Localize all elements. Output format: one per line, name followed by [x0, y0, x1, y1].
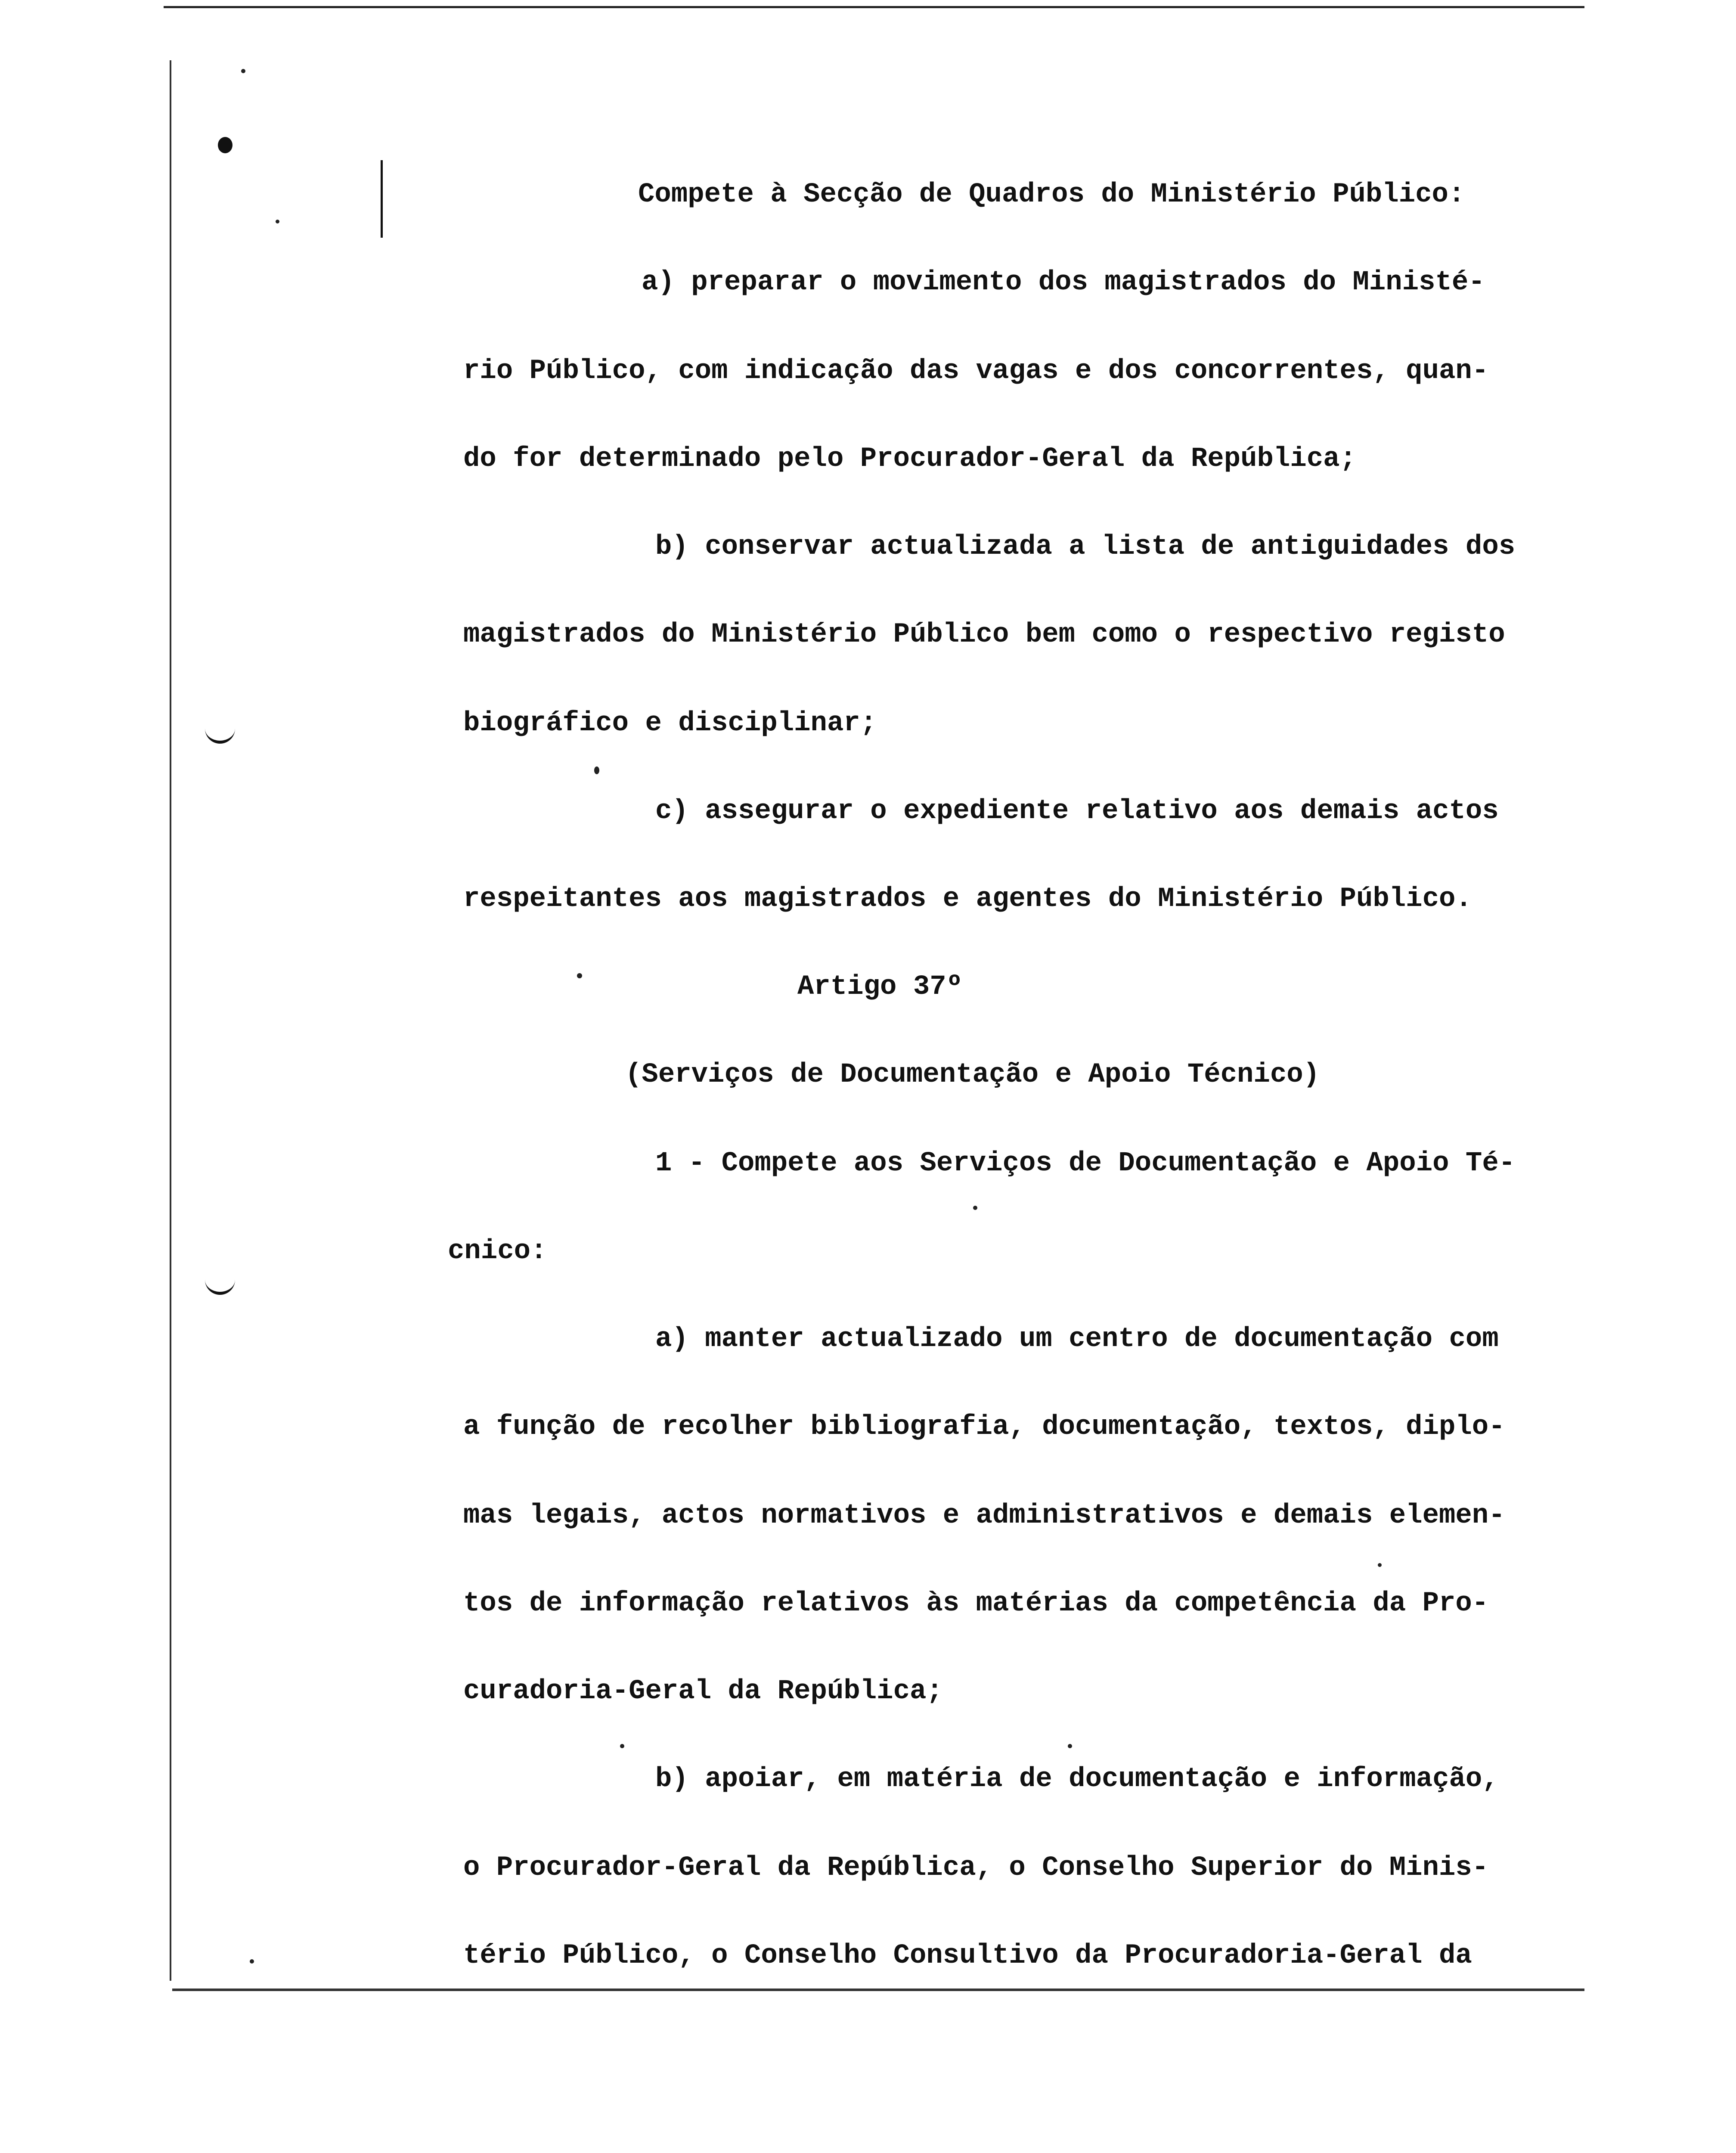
text-line: o Procurador-Geral da República, o Conselho Superior do Minis-	[463, 1852, 1489, 1883]
text-line: c) assegurar o expediente relativo aos demais actos	[655, 796, 1499, 827]
article-heading: Artigo 37º	[797, 971, 963, 1002]
text-line: Compete à Secção de Quadros do Ministério Público:	[638, 179, 1465, 210]
text-line: a) manter actualizado um centro de documentação com	[655, 1324, 1499, 1355]
text-line: rio Público, com indicação das vagas e dos concorrentes, quan-	[463, 356, 1489, 387]
scan-speck	[1378, 1563, 1382, 1567]
text-line: magistrados do Ministério Público bem como o respectivo registo	[463, 619, 1505, 650]
scan-speck	[620, 1744, 624, 1748]
scan-border-left	[170, 60, 171, 1981]
binding-curve-mark	[205, 723, 235, 744]
scan-speck	[276, 220, 279, 223]
scan-speck	[577, 973, 582, 978]
binding-curve-mark	[205, 1275, 235, 1295]
text-line: cnico:	[448, 1236, 547, 1267]
scan-speck	[250, 1959, 254, 1964]
text-line: a função de recolher bibliografia, documentação, textos, diplo-	[463, 1412, 1505, 1443]
text-line: tério Público, o Conselho Consultivo da Procuradoria-Geral da	[463, 1940, 1472, 1971]
margin-bar-mark	[381, 160, 383, 238]
article-title: (Serviços de Documentação e Apoio Técnico)	[625, 1059, 1320, 1090]
text-line: do for determinado pelo Procurador-Geral da República;	[463, 444, 1356, 475]
text-line: biográfico e disciplinar;	[463, 708, 877, 739]
text-line: tos de informação relativos às matérias da competência da Pro-	[463, 1588, 1489, 1619]
text-line: a) preparar o movimento dos magistrados do Ministé-	[642, 267, 1485, 298]
text-line: respeitantes aos magistrados e agentes do Ministério Público.	[463, 884, 1472, 915]
punch-hole-mark	[218, 137, 232, 153]
scan-speck	[1068, 1744, 1072, 1748]
scan-border-top	[164, 6, 1584, 8]
scan-speck	[241, 69, 245, 73]
scan-speck	[973, 1206, 977, 1210]
text-line: b) apoiar, em matéria de documentação e informação,	[655, 1764, 1499, 1795]
text-line: curadoria-Geral da República;	[463, 1676, 943, 1707]
text-line: 1 - Compete aos Serviços de Documentação e Apoio Té-	[655, 1148, 1516, 1179]
scan-speck	[594, 766, 599, 774]
scan-border-bottom	[172, 1989, 1584, 1991]
text-line: mas legais, actos normativos e administrativos e demais elemen-	[463, 1500, 1505, 1531]
text-line: b) conservar actualizada a lista de antiguidades dos	[655, 531, 1516, 562]
